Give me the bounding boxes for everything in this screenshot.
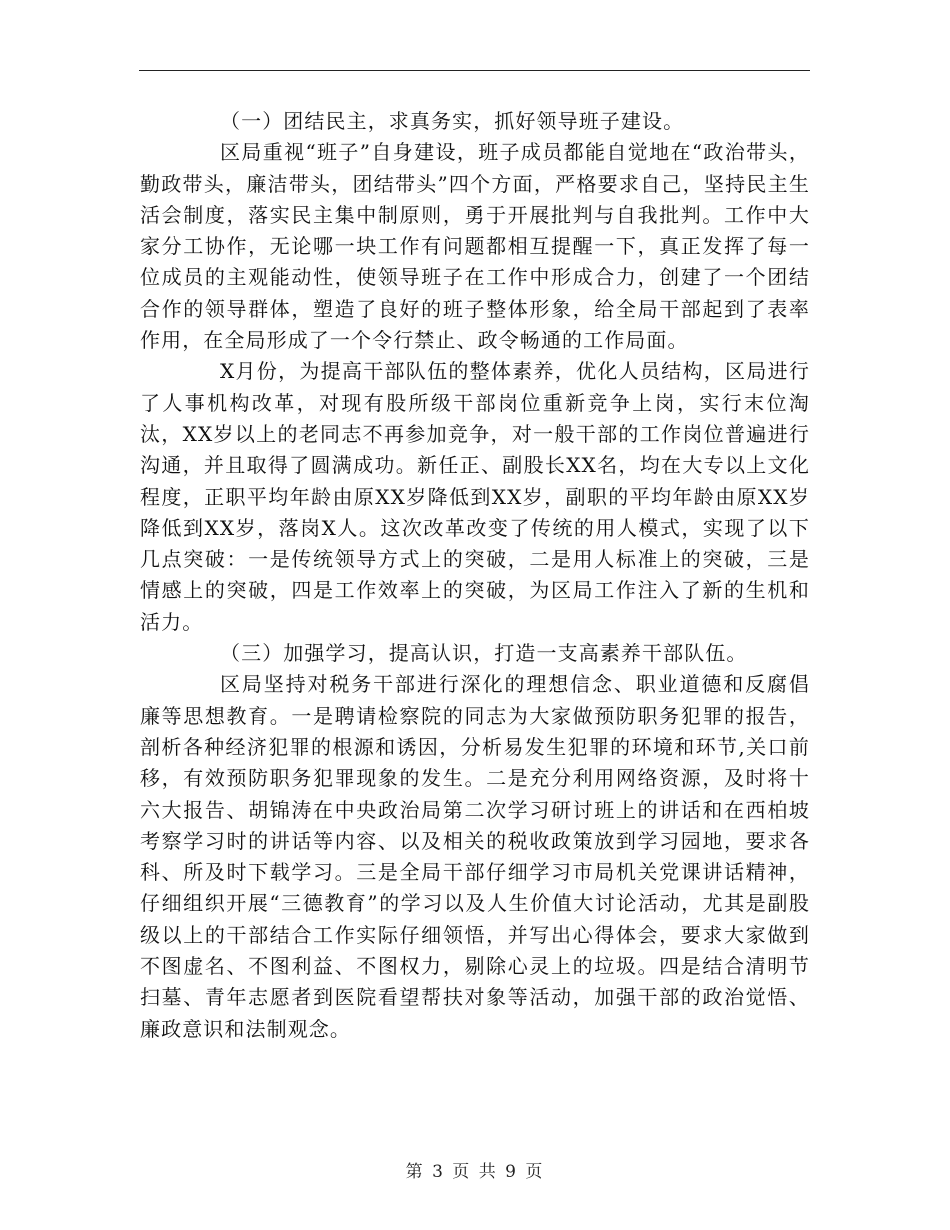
document-body <box>140 106 810 1045</box>
section-heading-3: （三）加强学习，提高认识，打造一支高素养干部队伍。 <box>220 641 748 666</box>
header-rule <box>139 70 810 71</box>
body-paragraph: 区局坚持对税务干部进行深化的理想信念、职业道德和反腐倡廉等思想教育。一是聘请检察院的同志为大家做预防职务犯罪的报告，剖析各种经济犯罪的根源和诱因，分析易发生犯罪的环境和环节,关口前移，有效预防职务犯罪现象的发生。二是充分利用网络资源，及时将十六大报告、胡锦涛在中央政治局第二次学习研讨班上的讲话和在西柏坡考察学习时的讲话等内容、以及相关的税收政策放到学习园地，要求各科、所及时下载学习。三是全局干部仔细学习市局机关党课讲话精神，仔细组织开展“三德教育”的学习以及人生价值大讨论活动，尤其是副股级以上的干部结合工作实际仔细领悟，并写出心得体会，要求大家做到不图虚名、不图利益、不图权力，剔除心灵上的垃圾。四是结合清明节扫墓、青年志愿者到医院看望帮扶对象等活动，加强干部的政治觉悟、廉政意识和法制观念。 <box>140 672 810 1041</box>
body-paragraph: X月份，为提高干部队伍的整体素养，优化人员结构，区局进行了人事机构改革，对现有股所级干部岗位重新竞争上岗，实行末位淘汰，XX岁以上的老同志不再参加竞争，对一般干部的工作岗位普遍进行沟通，并且取得了圆满成功。新任正、副股长XX名，均在大专以上文化程度，正职平均年龄由原XX岁降低到XX岁，副职的平均年龄由原XX岁降低到XX岁，落岗X人。这次改革改变了传统的用人模式，实现了以下几点突破：一是传统领导方式上的突破，二是用人标准上的突破，三是情感上的突破，四是工作效率上的突破，为区局工作注入了新的生机和活力。 <box>140 359 810 634</box>
page-number: 第 3 页 共 9 页 <box>405 1162 545 1182</box>
body-paragraph: 区局重视“班子”自身建设，班子成员都能自觉地在“政治带头，勤政带头，廉洁带头，团结带头”四个方面，严格要求自己，坚持民主生活会制度，落实民主集中制原则，勇于开展批判与自我批判。工作中大家分工协作，无论哪一块工作有问题都相互提醒一下，真正发挥了每一位成员的主观能动性，使领导班子在工作中形成合力，创建了一个团结合作的领导群体，塑造了良好的班子整体形象，给全局干部起到了表率作用，在全局形成了一个令行禁止、政令畅通的工作局面。 <box>140 140 810 353</box>
section-heading-1: （一）团结民主，求真务实，抓好领导班子建设。 <box>220 109 685 133</box>
